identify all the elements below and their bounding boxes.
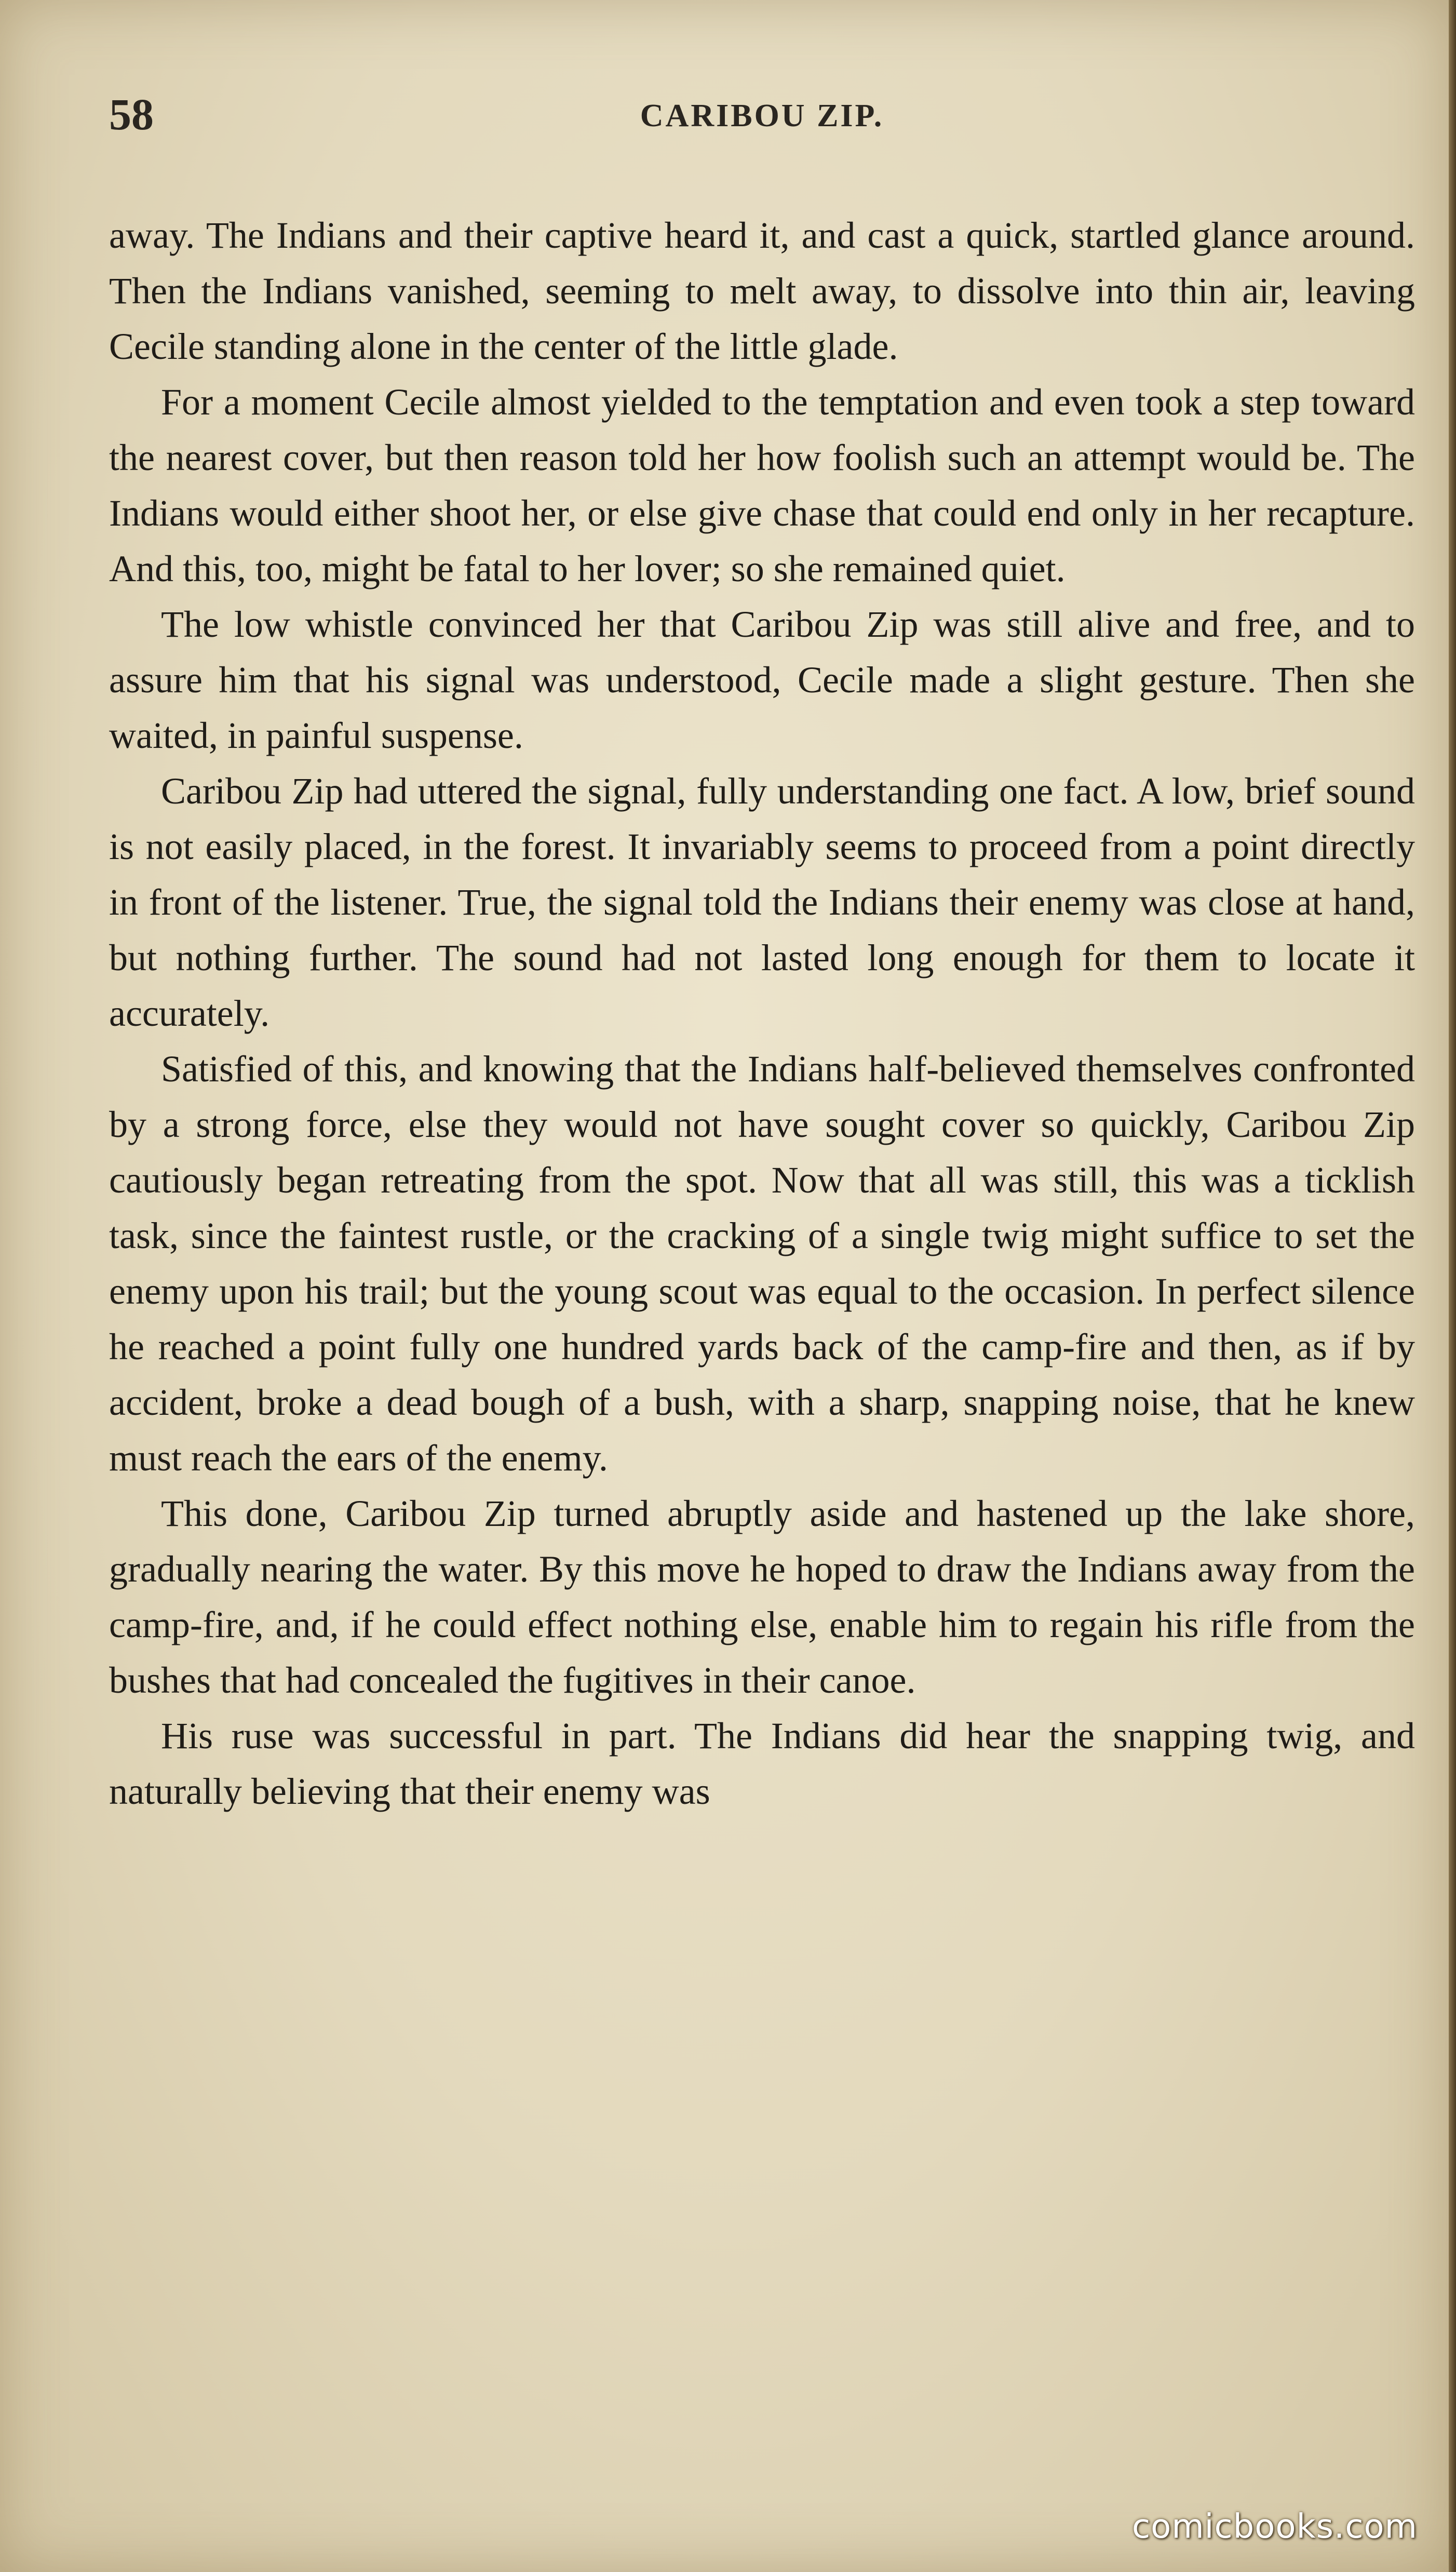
paragraph: For a moment Cecile almost yielded to the temptation and even took a step toward the nearest cover, but then reason told her how foolish such an attempt would be. The Indians would either shoot her, or else give chase that could end only in her recapture. And this, too, might be fatal to her lover; so she remained quiet.	[109, 381, 1415, 590]
body-text	[109, 208, 1415, 1819]
paragraph: Caribou Zip had uttered the signal, fully understanding one fact. A low, brief sound is not easily placed, in the forest. It invariably seems to proceed from a point directly in front of the listener. True, the signal told the Indians their enemy was close at hand, but nothing further. The sound had not lasted long enough for them to locate it accurately.	[109, 770, 1415, 1034]
page-header	[109, 88, 1415, 151]
paragraph: Satisfied of this, and knowing that the Indians half-believed themselves confronted by a strong force, else they would not have sought cover so quickly, Caribou Zip cautiously began retreating from the spot. Now that all was still, this was a ticklish task, since the faintest rustle, or the cracking of a single twig might suffice to set the enemy upon his trail; but the young scout was equal to the occasion. In perfect silence he reached a point fully one hundred yards back of the camp-fire and then, as if by accident, broke a dead bough of a bush, with a sharp, snapping noise, that he knew must reach the ears of the enemy.	[109, 1048, 1415, 1479]
page-spine	[1449, 0, 1456, 2572]
paragraph: This done, Caribou Zip turned abruptly aside and hastened up the lake shore, gradually nearing the water. By this move he hoped to draw the Indians away from the camp-fire, and, if he could effect nothing else, enable him to regain his rifle from the bushes that had concealed the fugitives in their canoe.	[109, 1493, 1415, 1701]
paragraph: away. The Indians and their captive heard it, and cast a quick, startled glance around. Then the Indians vanished, seeming to melt away, to dissolve into thin air, leaving Cecile standing alone in the center of the little glade.	[109, 215, 1415, 367]
watermark: comicbooks.com	[1131, 2508, 1418, 2546]
paragraph: The low whistle convinced her that Caribou Zip was still alive and free, and to assure him that his signal was understood, Cecile made a slight gesture. Then she waited, in painful suspense.	[109, 604, 1415, 756]
running-title: CARIBOU ZIP.	[640, 98, 884, 133]
paragraph: His ruse was successful in part. The Indians did hear the snapping twig, and naturally believing that their enemy was	[109, 1715, 1415, 1812]
page-number: 58	[109, 89, 154, 139]
